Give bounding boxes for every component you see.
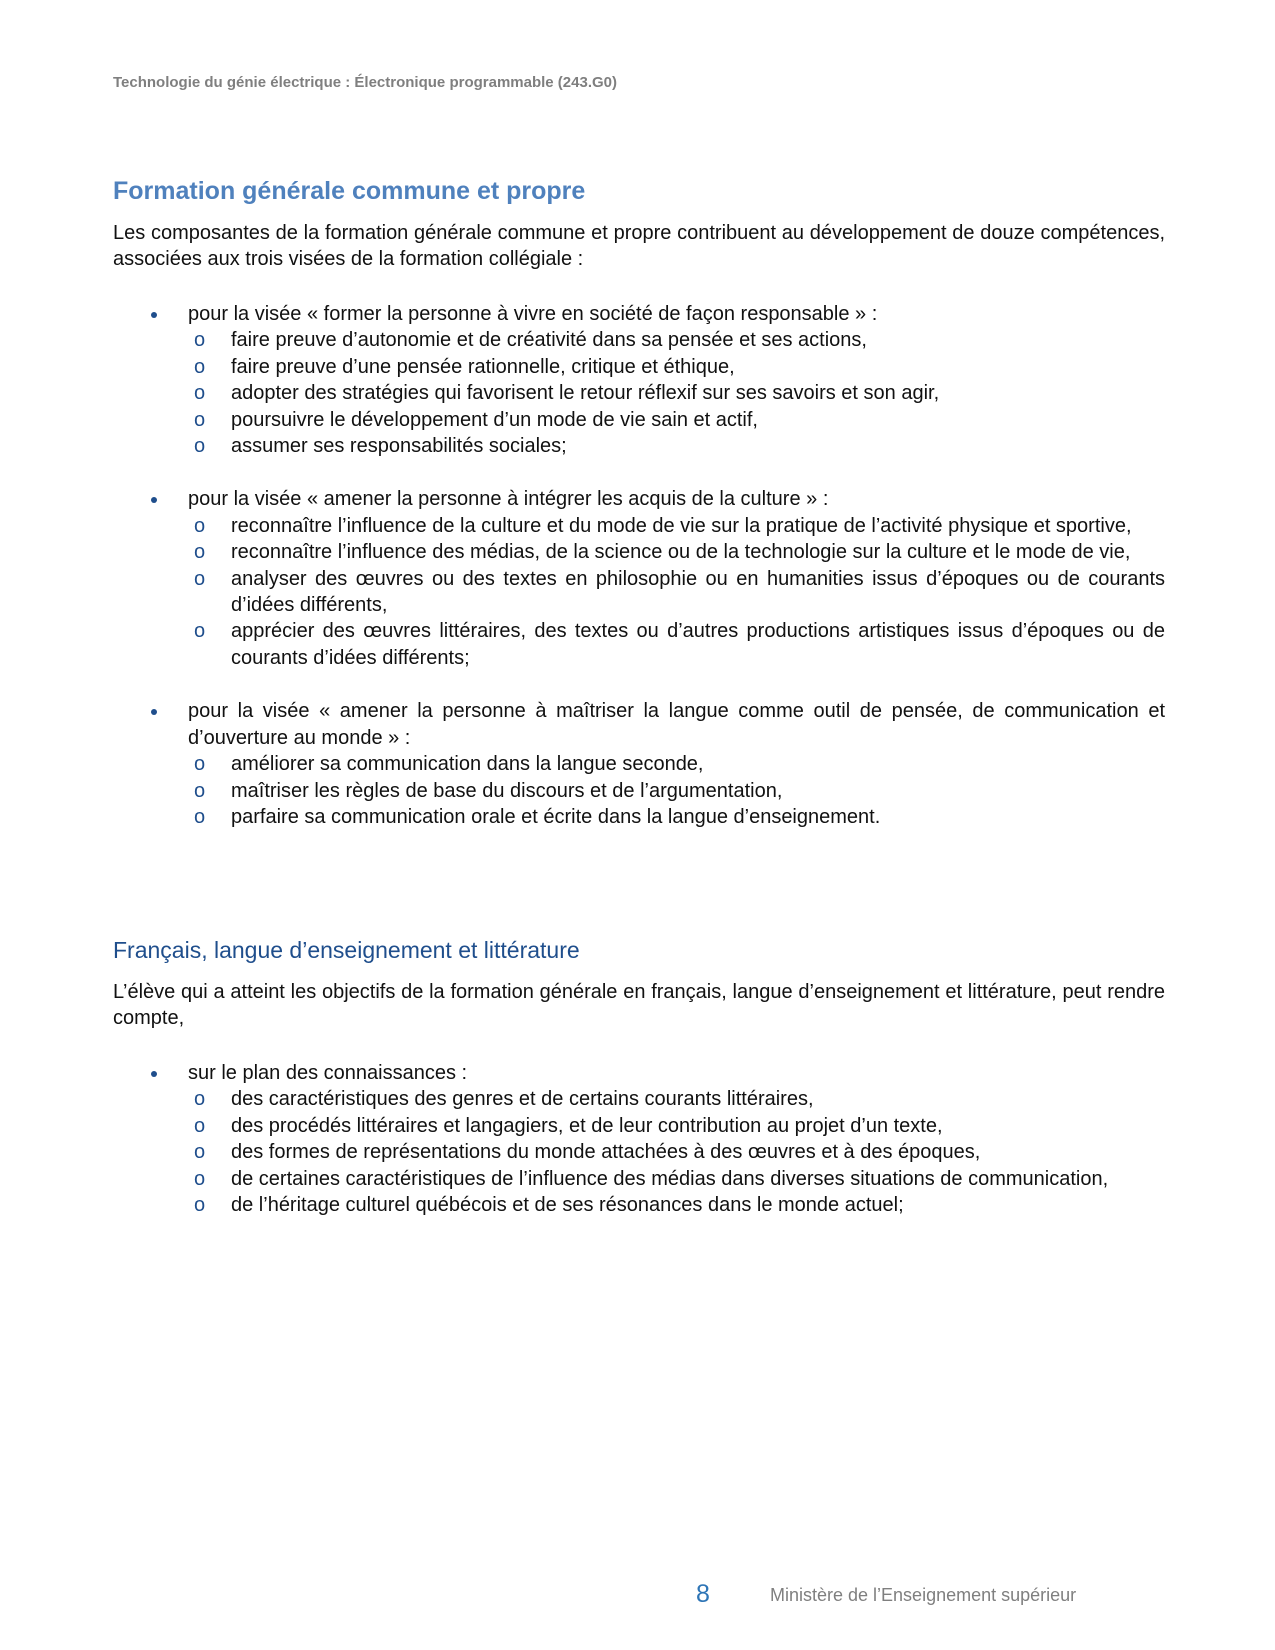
bullet-group — [113, 1060, 1165, 1218]
bullet-group — [113, 486, 1165, 671]
sub-bullet-item: o améliorer sa communication dans la langue seconde, — [113, 751, 1165, 777]
subsection-intro: L’élève qui a atteint les objectifs de la formation générale en français, langue d’enseignement et littérature, peut rendre compte, — [113, 981, 1165, 1030]
visees-list — [113, 301, 1165, 857]
sub-bullet-item: o de certaines caractéristiques de l’influence des médias dans diverses situations de communication, — [113, 1166, 1165, 1192]
bullet-item: pour la visée « former la personne à vivre en société de façon responsable » : — [113, 301, 1165, 327]
sub-bullet-item: o faire preuve d’une pensée rationnelle, critique et éthique, — [113, 354, 1165, 380]
bullet-group — [113, 301, 1165, 459]
sub-bullet-item: o reconnaître l’influence des médias, de la science ou de la technologie sur la culture et le mode de vie, — [113, 539, 1165, 565]
sub-bullet-item: o parfaire sa communication orale et écrite dans la langue d’enseignement. — [113, 804, 1165, 830]
sub-bullet-item: o apprécier des œuvres littéraires, des textes ou d’autres productions artistiques issus d’époques ou de courants d’idées différents; — [113, 618, 1165, 671]
page-number: 8 — [696, 1580, 710, 1608]
sub-bullet-item: o de l’héritage culturel québécois et de ses résonances dans le monde actuel; — [113, 1192, 1165, 1218]
sub-bullet-item: o adopter des stratégies qui favorisent le retour réflexif sur ses savoirs et son agir, — [113, 380, 1165, 406]
sub-bullet-item: o des formes de représentations du monde attachées à des œuvres et à des époques, — [113, 1139, 1165, 1165]
sub-bullet-item: o reconnaître l’influence de la culture et du mode de vie sur la pratique de l’activité physique et sportive, — [113, 513, 1165, 539]
section-intro: Les composantes de la formation générale commune et propre contribuent au développement de douze compétences, associées aux trois visées de la formation collégiale : — [113, 222, 1165, 271]
section-title: Formation générale commune et propre — [113, 177, 586, 205]
sub-bullet-item: o des caractéristiques des genres et de certains courants littéraires, — [113, 1086, 1165, 1112]
bullet-group — [113, 698, 1165, 830]
running-header: Technologie du génie électrique : Électronique programmable (243.G0) — [113, 74, 617, 91]
sub-bullet-item: o analyser des œuvres ou des textes en philosophie ou en humanities issus d’époques ou de courants d’idées différents, — [113, 566, 1165, 619]
footer-ministry: Ministère de l’Enseignement supérieur — [770, 1585, 1077, 1605]
bullet-item: pour la visée « amener la personne à maîtriser la langue comme outil de pensée, de communication et d’ouverture au monde » : — [113, 698, 1165, 751]
sub-bullet-item: o assumer ses responsabilités sociales; — [113, 433, 1165, 459]
sub-bullet-item: o maîtriser les règles de base du discours et de l’argumentation, — [113, 778, 1165, 804]
subsection-title: Français, langue d’enseignement et littérature — [113, 937, 580, 963]
sub-bullet-item: o poursuivre le développement d’un mode de vie sain et actif, — [113, 407, 1165, 433]
sub-bullet-item: o des procédés littéraires et langagiers, et de leur contribution au projet d’un texte, — [113, 1113, 1165, 1139]
bullet-item: sur le plan des connaissances : — [113, 1060, 1165, 1086]
bullet-item: pour la visée « amener la personne à intégrer les acquis de la culture » : — [113, 486, 1165, 512]
sub-bullet-item: o faire preuve d’autonomie et de créativité dans sa pensée et ses actions, — [113, 327, 1165, 353]
connaissances-list — [113, 1060, 1165, 1245]
